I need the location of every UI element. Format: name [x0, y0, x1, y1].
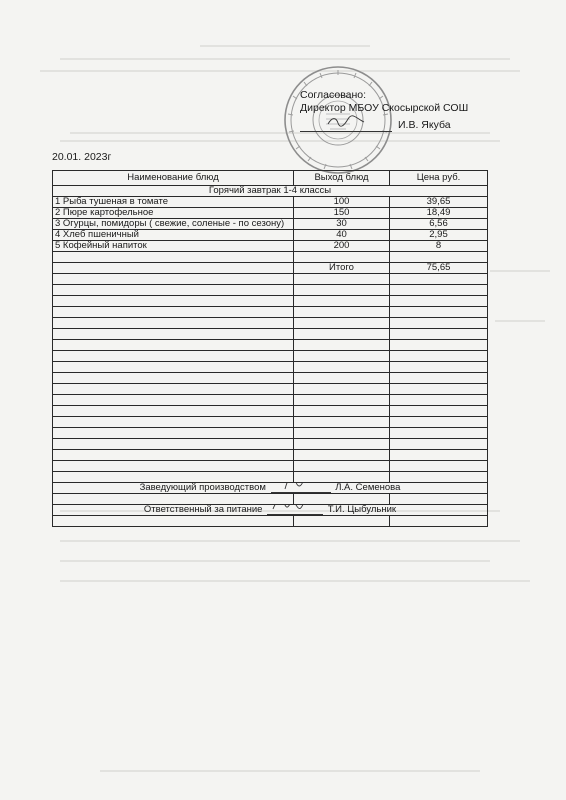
- approver-signature-row: [300, 115, 468, 132]
- bleed-through-line: [40, 70, 520, 72]
- director-signature-line: [300, 115, 392, 132]
- dish-output: 30: [294, 219, 390, 230]
- bleed-through-line: [100, 770, 480, 772]
- table-row: [53, 197, 488, 208]
- table-row: [53, 340, 488, 351]
- approval-block: [300, 89, 468, 132]
- production-head-signature-line: [271, 483, 331, 493]
- dish-output: 150: [294, 208, 390, 219]
- table-row: [53, 208, 488, 219]
- nutrition-signature: [271, 505, 315, 516]
- table-row: [53, 274, 488, 285]
- table-row: [53, 428, 488, 439]
- dish-price: 18,49: [390, 208, 488, 219]
- table-row: [53, 450, 488, 461]
- table-row: [53, 241, 488, 252]
- stamp-text: [283, 65, 284, 66]
- table-row: [53, 395, 488, 406]
- dish-name: 5 Кофейный напиток: [53, 241, 294, 252]
- table-row: [53, 351, 488, 362]
- column-header: Цена руб.: [390, 171, 488, 186]
- menu-table: [52, 170, 488, 527]
- total-value: 75,65: [390, 263, 488, 274]
- dish-name: 1 Рыба тушеная в томате: [53, 197, 294, 208]
- approver-position: Директор МБОУ Скосырской СОШ: [300, 102, 469, 114]
- table-row: [53, 219, 488, 230]
- table-row: [53, 318, 488, 329]
- dish-output: 40: [294, 230, 390, 241]
- bleed-through-line: [60, 580, 530, 582]
- dish-name: 2 Пюре картофельное: [53, 208, 294, 219]
- nutrition-name: Т.И. Цыбульник: [327, 504, 397, 515]
- nutrition-label: Ответственный за питание: [143, 504, 263, 515]
- bleed-through-line: [70, 132, 490, 134]
- table-row: [53, 296, 488, 307]
- nutrition-signature-line: [267, 505, 323, 515]
- table-row: [53, 373, 488, 384]
- production-head-signature: [281, 483, 311, 494]
- table-row: [53, 461, 488, 472]
- table-row: [53, 417, 488, 428]
- dish-price: 2,95: [390, 230, 488, 241]
- dish-price: 39,65: [390, 197, 488, 208]
- director-signature-scribble: [326, 115, 366, 127]
- table-row: [53, 406, 488, 417]
- production-head-label: Заведующий производством: [139, 482, 266, 493]
- dish-price: 8: [390, 241, 488, 252]
- table-row: [53, 439, 488, 450]
- table-row: [53, 516, 488, 527]
- dish-name: 4 Хлеб пшеничный: [53, 230, 294, 241]
- section-title: Горячий завтрак 1-4 классы: [53, 186, 488, 197]
- dish-price: 6,56: [390, 219, 488, 230]
- table-row: [53, 362, 488, 373]
- approver-name: И.В. Якуба: [398, 119, 451, 131]
- document-date: 20.01. 2023г: [52, 151, 112, 163]
- total-label: Итого: [294, 263, 390, 274]
- bleed-through-line: [60, 540, 520, 542]
- section-row: [53, 186, 488, 197]
- table-row: [53, 307, 488, 318]
- table-row: [53, 384, 488, 395]
- total-row: [53, 263, 488, 274]
- dish-output: 200: [294, 241, 390, 252]
- table-row: [53, 329, 488, 340]
- bleed-through-line: [495, 320, 545, 322]
- table-header-row: [53, 171, 488, 186]
- production-head-name: Л.А. Семенова: [335, 482, 401, 493]
- nutrition-signature-row: [53, 505, 488, 516]
- bleed-through-line: [60, 560, 490, 562]
- table-row: [53, 285, 488, 296]
- table-row: [53, 494, 488, 505]
- table-row: [53, 252, 488, 263]
- table-row: [53, 230, 488, 241]
- production-head-signature-row: [53, 483, 488, 494]
- column-header: Выход блюд: [294, 171, 390, 186]
- bleed-through-line: [60, 140, 500, 142]
- dish-output: 100: [294, 197, 390, 208]
- column-header: Наименование блюд: [53, 171, 294, 186]
- bleed-through-line: [60, 58, 510, 60]
- table-row: [53, 472, 488, 483]
- dish-name: 3 Огурцы, помидоры ( свежие, соленые - по сезону): [53, 219, 294, 230]
- bleed-through-line: [200, 45, 370, 47]
- bleed-through-line: [490, 270, 550, 272]
- approval-label: Согласовано:: [300, 89, 367, 101]
